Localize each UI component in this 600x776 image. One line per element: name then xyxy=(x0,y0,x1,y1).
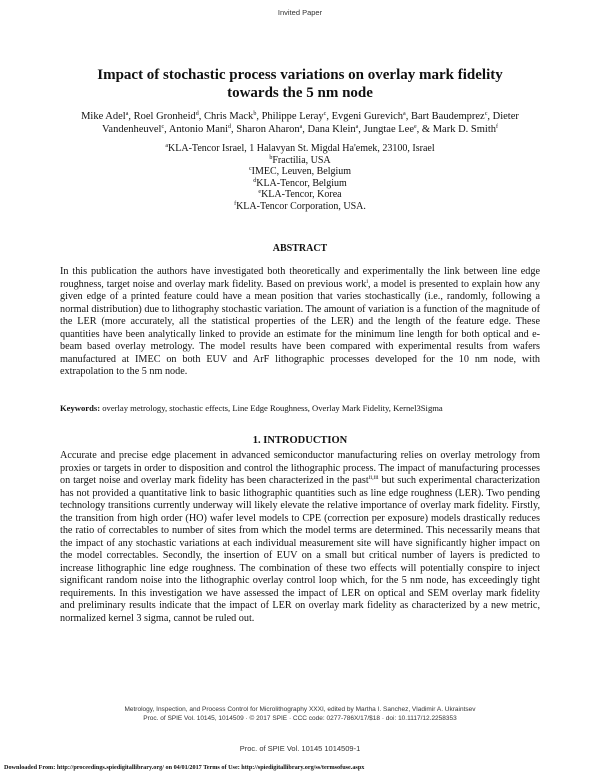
affiliation-line xyxy=(0,189,600,201)
affiliation-text: IMEC, Leuven, Belgium xyxy=(251,166,352,178)
author-entry xyxy=(262,111,327,122)
author-entry xyxy=(364,124,417,135)
author-name: Antonio Mani xyxy=(168,123,229,135)
author-list: Mike Adel$^a$, Roel Gronheid$^d$, Chris Mack$^b$, Philippe Leray$^c$, Evgeni Gurevich$^a$, Bart Baudemprez$^c$, Dieter Vandenheuvel$^c$, Antonio Mani$^d$, Sharon Aharon$^a$, Dana Klein$^a$, Jungtae Lee$^e$, & Mark D. Smith$^f$ xyxy=(81,111,519,135)
introduction-reference-markers: ii,iii xyxy=(368,475,379,481)
affiliation-marker: b xyxy=(269,154,273,161)
author-affiliation-marker: c xyxy=(161,123,165,130)
affiliation-marker: a xyxy=(165,143,169,149)
author-name: Sharon Aharon xyxy=(236,123,300,135)
affiliation-marker: d xyxy=(253,177,257,184)
author-entry xyxy=(134,111,199,122)
affiliation-text: KLA-Tencor Corporation, USA. xyxy=(236,200,366,212)
keywords-label: Keywords: xyxy=(60,403,101,413)
author-name: Dieter Vandenheuvel xyxy=(102,111,519,135)
affiliation-text: KLA-Tencor, Korea xyxy=(261,189,342,201)
abstract-heading: ABSTRACT xyxy=(272,243,328,254)
abstract-text-part-1: In this publication the authors have investigated both theoretically and experimentally the link between line edge roughness, target noise and overlay mark fidelity. Based on previous work xyxy=(60,266,540,290)
author-affiliation-marker: e xyxy=(413,123,417,130)
affiliation-line xyxy=(0,166,600,178)
paper-title-line-2: towards the 5 nm node xyxy=(227,84,373,101)
affiliation-marker: f xyxy=(234,200,237,207)
author-entry xyxy=(411,111,487,122)
paper-title-line-1: Impact of stochastic process variations on overlay mark fidelity xyxy=(97,67,503,83)
author-affiliation-marker: a xyxy=(125,111,129,117)
author-entry xyxy=(169,124,231,135)
author-affiliation-marker: d xyxy=(228,123,232,130)
author-name: Philippe Leray xyxy=(261,111,324,122)
author-entry xyxy=(433,124,498,135)
author-affiliation-marker: d xyxy=(195,111,199,117)
author-name: Evgeni Gurevich xyxy=(331,111,404,122)
introduction-heading: 1. INTRODUCTION xyxy=(252,435,348,446)
invited-paper-header: Invited Paper xyxy=(277,8,323,17)
author-affiliation-marker: c xyxy=(484,111,488,117)
footnote-line-2: Proc. of SPIE Vol. 10145, 1014509 · © 2017 SPIE · CCC code: 0277-786X/17/$18 · doi: 10.1117/12.2258353 xyxy=(143,715,457,722)
page-number: Proc. of SPIE Vol. 10145 1014509-1 xyxy=(239,744,361,753)
keywords-text: overlay metrology, stochastic effects, Line Edge Roughness, Overlay Mark Fidelity, Kernel3Sigma xyxy=(100,403,443,413)
affiliation-list xyxy=(0,143,600,213)
affiliation-text: Fractilia, USA xyxy=(272,154,331,166)
author-name: Roel Gronheid xyxy=(133,111,196,122)
author-entry xyxy=(81,111,128,122)
affiliation-text: KLA-Tencor, Belgium xyxy=(256,177,347,189)
affiliation-marker: e xyxy=(258,189,262,196)
author-affiliation-marker: a xyxy=(355,123,359,130)
affiliation-line xyxy=(0,178,600,190)
introduction-text-part-2: but such experimental characterization has not provided a quantitative link to basic lithographic quantities such as line edge roughness (LER). Two pending technology transitions currently underway will likely elevate the relative importance of overlay mark fidelity. Firstly, the transition from high order (HO) wafer level models to CPE (correction per exposure) models drastically reduces the ratio of correctables to number of sites from which the model terms are determined. This necessarily means that the impact of any stochastic variations at each individual measurement site will have significantly higher impact on the model correctables. Secondly, the insertion of EUV on a small but critical number of layers is predicted to increase lithographic line edge roughness. The combination of these two effects will potentially conspire to inject significant random noise into the lithographic overlay control loop which, for the 5 nm node, has exceedingly tight requirements. In this investigation we have assessed the impact of LER on optical and SEM overlay mark fidelity and preliminary results indicate that the impact of LER on overlay mark fidelity as characterized by a new metric, normalized kernel 3 sigma, cannot be ruled out. xyxy=(60,475,540,624)
author-name: Mike Adel xyxy=(81,111,126,122)
author-name: Bart Baudemprez xyxy=(410,111,485,122)
author-name: Dana Klein xyxy=(307,123,356,135)
paper-title xyxy=(0,67,600,102)
affiliation-line xyxy=(0,143,600,155)
author-name: Jungtae Lee xyxy=(363,123,414,135)
affiliation-line xyxy=(0,155,600,167)
footnote-line-1: Metrology, Inspection, and Process Control for Microlithography XXXI, edited by Martha I. Sanchez, Vladimir A. Ukraintsev xyxy=(124,706,476,713)
author-name: Mark D. Smith xyxy=(432,123,496,135)
author-affiliation-marker: b xyxy=(253,111,257,117)
keywords-line xyxy=(60,403,540,414)
author-entry xyxy=(236,124,302,135)
introduction-text-part-1: Accurate and precise edge placement in advanced semiconductor manufacturing relies on overlay metrology from proxies or targets in order to disposition and control the lithographic process. The impact of manufacturing processes on target noise and overlay mark fidelity has been characterized in the past xyxy=(60,450,540,486)
author-affiliation-marker: a xyxy=(299,123,303,130)
download-notice: Downloaded From: http://proceedings.spiedigitallibrary.org/ on 04/01/2017 Terms of Use: http://spiedigitallibrary.org/ss/termsofuse.aspx xyxy=(4,764,365,771)
abstract-reference-marker: i xyxy=(366,278,368,285)
author-affiliation-marker: a xyxy=(403,111,406,117)
author-affiliation-marker: f xyxy=(496,123,498,130)
author-name: Chris Mack xyxy=(204,111,254,122)
affiliation-line xyxy=(0,201,600,213)
abstract-paragraph xyxy=(60,266,540,379)
proceedings-footnote xyxy=(0,705,600,723)
abstract-text-part-2: , a model is presented to explain how any given edge of a printed feature could have a mean position that varies stochastically (i.e., randomly, following a normal distribution) due to lithography stochastic variation. The amount of variation is a function of the magnitude of the LER (more accurately, all the statistical properties of the LER) and the length of the feature edge. These quantities have been analytically linked to provide an estimate for the minimum line length for both optical and e-beam based overlay metrology. The model results have been compared with experimental results from wafers manufactured at IMEC on both EUV and ArF lithographic processes developed for the 10 nm node, with extrapolation to the 5 nm node. xyxy=(60,278,540,377)
author-entry xyxy=(332,111,406,122)
author-entry xyxy=(204,111,256,122)
affiliation-text: KLA-Tencor Israel, 1 Halavyan St. Migdal Ha'emek, 23100, Israel xyxy=(168,143,435,154)
author-affiliation-marker: c xyxy=(323,111,327,117)
introduction-paragraph xyxy=(60,450,540,625)
affiliation-marker: c xyxy=(248,166,252,173)
author-entry xyxy=(308,124,359,135)
